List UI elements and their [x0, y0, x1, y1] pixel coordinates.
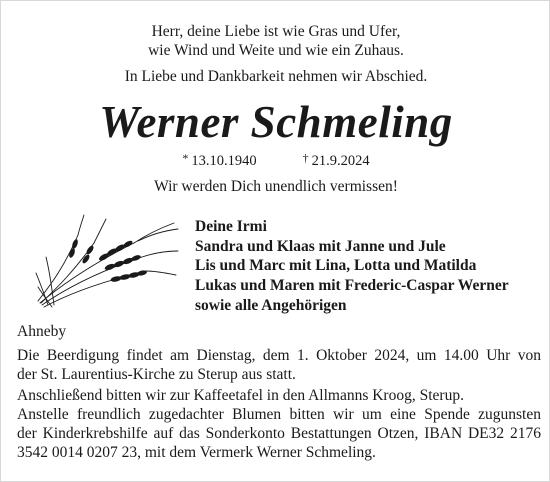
mourner-line: Lukas und Maren mit Frederic-Caspar Werner — [195, 277, 509, 295]
place-name: Ahneby — [17, 323, 67, 340]
birth-symbol: * — [182, 151, 189, 165]
verse-line-2: wie Wind und Weite und wie ein Zuhaus. — [148, 42, 404, 59]
donation-line-3: 3542 0014 0207 23, mit dem Vermerk Werner Schmeling. — [17, 443, 376, 461]
mourner-line: Sandra und Klaas mit Janne und Jule — [195, 237, 446, 255]
mourner-line: Lis und Marc mit Lina, Lotta und Matilda — [195, 257, 477, 275]
donation-line-1: Anstelle freundlich zugedachter Blumen bitten wir um eine Spende zugunsten — [17, 406, 541, 423]
mourner-line: Deine Irmi — [195, 218, 267, 235]
donation-info — [17, 406, 541, 462]
deceased-name: Werner Schmeling — [99, 97, 453, 147]
life-dates — [1, 149, 550, 170]
donation-line-2: der Kinderkrebshilfe auf das Sonderkonto Bestattungen Otzen, IBAN DE32 2176 — [17, 424, 541, 442]
coffee-line: Anschließend bitten wir zur Kaffeetafel in den Allmanns Kroog, Sterup. — [17, 387, 464, 404]
birth-date: 13.10.1940 — [191, 153, 257, 169]
funeral-line-1: Die Beerdigung findet am Dienstag, dem 1. Oktober 2024, um 14.00 Uhr von — [17, 347, 541, 364]
funeral-info — [17, 347, 541, 385]
death-symbol: † — [302, 151, 309, 165]
mourners-list — [195, 217, 509, 316]
farewell-text: In Liebe und Dankbarkeit nehmen wir Abschied. — [124, 68, 428, 85]
coffee-info — [17, 387, 541, 406]
verse-line-1: Herr, deine Liebe ist wie Gras und Ufer, — [151, 23, 401, 40]
mourner-line: sowie alle Angehörigen — [195, 296, 347, 314]
miss-text: Wir werden Dich unendlich vermissen! — [154, 178, 398, 195]
funeral-line-2: der St. Laurentius-Kirche zu Sterup aus statt. — [17, 365, 296, 383]
death-date: 21.9.2024 — [311, 153, 370, 169]
verse — [1, 22, 550, 60]
wheat-icon — [34, 213, 180, 309]
